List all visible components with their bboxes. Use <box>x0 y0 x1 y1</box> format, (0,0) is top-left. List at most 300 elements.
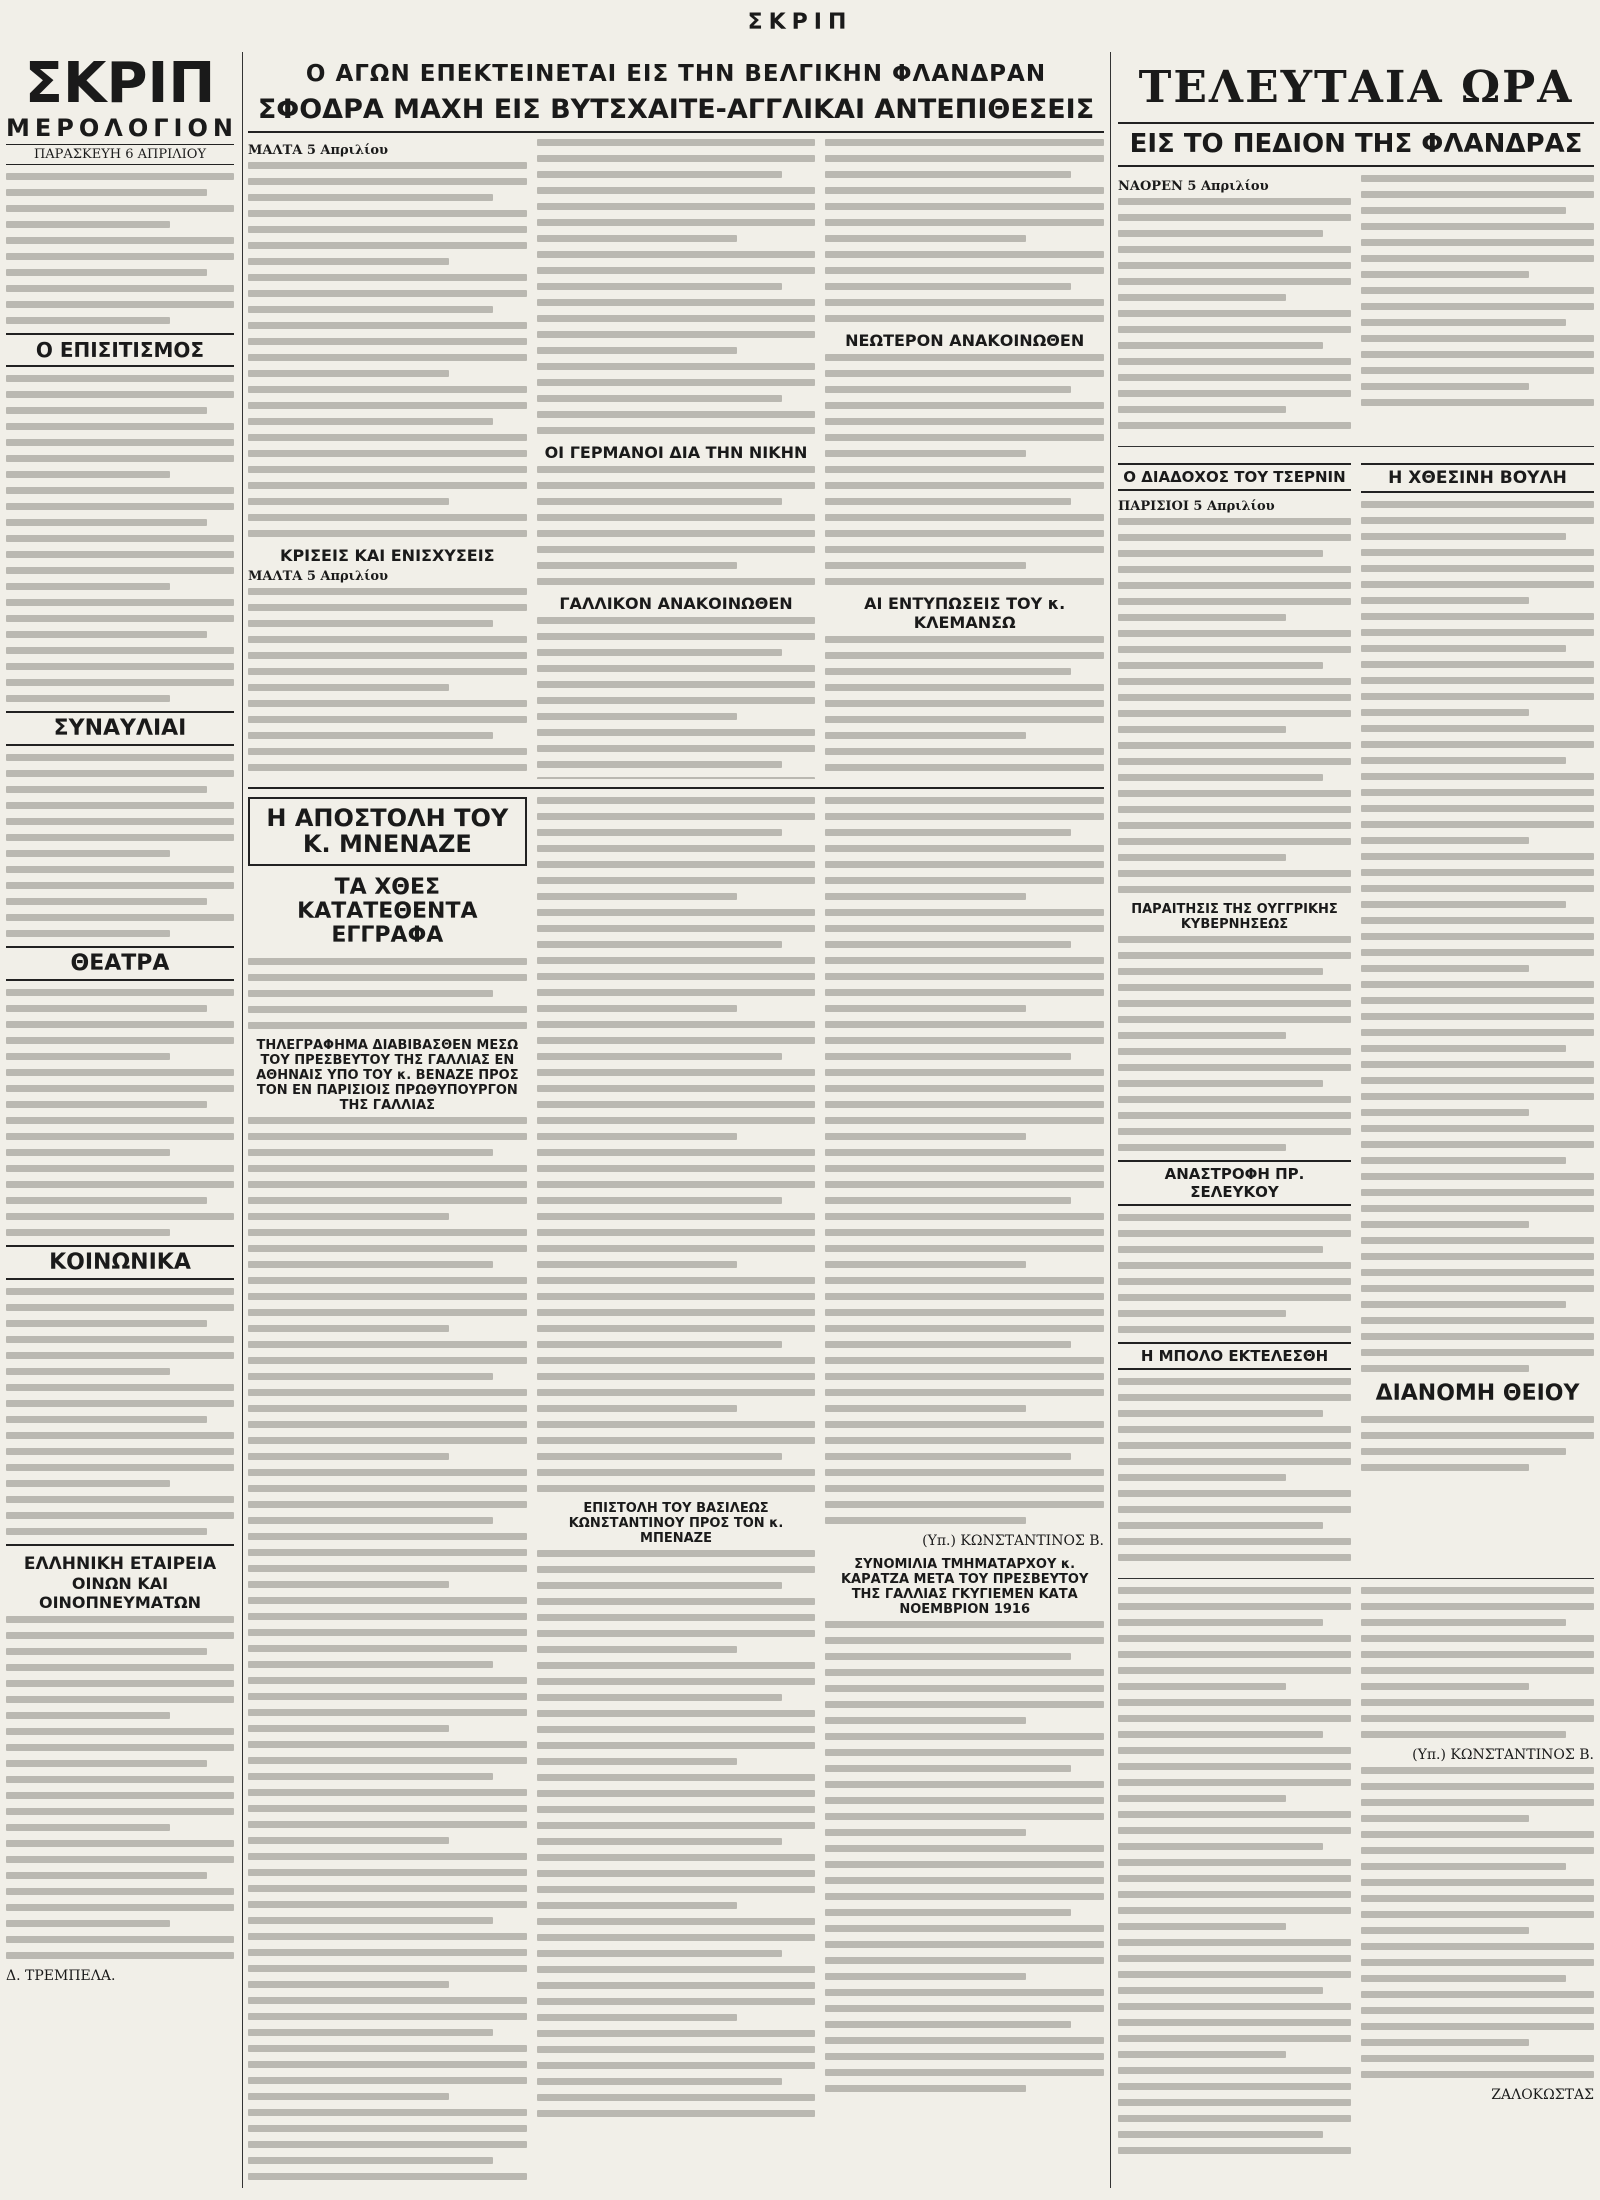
text-line <box>537 530 816 537</box>
text-line <box>1361 1651 1594 1658</box>
text-line <box>537 893 738 900</box>
text-line <box>1118 774 1323 781</box>
text-line <box>1361 1715 1594 1722</box>
text-line <box>1118 1310 1286 1317</box>
text-line <box>1118 678 1351 685</box>
text-line <box>537 251 816 258</box>
text-line <box>1118 2083 1351 2090</box>
text-line <box>1118 1262 1351 1269</box>
signature: (Υπ.) ΚΩΝΣΤΑΝΤΙΝΟΣ Β. <box>922 1532 1105 1549</box>
text-line <box>825 797 1104 804</box>
text-line <box>248 370 449 377</box>
text-line <box>825 652 1104 659</box>
text-line <box>537 1213 816 1220</box>
text-line <box>1118 1891 1351 1898</box>
text-line <box>537 1758 738 1765</box>
text-line <box>248 748 527 755</box>
text-line <box>1361 773 1594 780</box>
text-line <box>537 713 738 720</box>
text-line <box>248 1341 527 1348</box>
text-line <box>825 219 1104 226</box>
text-line <box>1118 198 1351 205</box>
text-line <box>825 1437 1104 1444</box>
text-line <box>1118 326 1351 333</box>
text-line <box>1118 550 1323 557</box>
text-line <box>825 1325 1104 1332</box>
text-line <box>825 434 1104 441</box>
text-line <box>1361 1045 1566 1052</box>
text-line <box>6 1101 207 1108</box>
text-line <box>248 1517 493 1524</box>
text-line <box>248 1901 527 1908</box>
text-line <box>6 503 234 510</box>
text-line <box>1118 214 1351 221</box>
text-line <box>6 173 234 180</box>
text-line <box>6 1952 234 1959</box>
text-line <box>825 813 1104 820</box>
text-line <box>6 455 234 462</box>
text-line <box>1118 1747 1351 1754</box>
text-line <box>537 363 816 370</box>
text-line <box>825 1653 1070 1660</box>
text-line <box>1118 2051 1286 2058</box>
section-title: Η ΜΠΟΛΟ ΕΚΤΕΛΕΣΘΗ <box>1118 1342 1351 1370</box>
text-line <box>6 1464 234 1471</box>
text-line <box>1118 2115 1351 2122</box>
text-line <box>6 253 234 260</box>
text-line <box>537 1453 782 1460</box>
text-line <box>537 2078 782 2085</box>
text-line <box>248 1789 527 1796</box>
text-line <box>1118 952 1351 959</box>
text-line <box>1361 2039 1529 2046</box>
text-line <box>248 1277 527 1284</box>
text-line <box>6 1181 234 1188</box>
text-line <box>1118 1827 1351 1834</box>
text-line <box>825 1637 1104 1644</box>
text-line <box>1361 917 1594 924</box>
text-line <box>6 834 234 841</box>
text-line <box>1361 533 1566 540</box>
text-line <box>1361 741 1594 748</box>
text-line <box>6 189 207 196</box>
text-line <box>6 285 234 292</box>
story-column <box>1361 1587 1594 2163</box>
text-line <box>825 1037 1104 1044</box>
text-line <box>6 1744 234 1751</box>
text-line <box>1118 1731 1323 1738</box>
text-line <box>537 1405 738 1412</box>
text-line <box>825 530 1104 537</box>
story-column <box>537 139 816 779</box>
text-line <box>248 636 527 643</box>
text-line <box>537 219 816 226</box>
text-line <box>1118 230 1323 237</box>
text-line <box>248 1677 527 1684</box>
section-title: Η ΧΘΕΣΙΝΗ ΒΟΥΛΗ <box>1361 463 1594 493</box>
text-line <box>6 487 234 494</box>
synaulia-text <box>6 754 234 937</box>
text-line <box>537 989 816 996</box>
dateline: ΜΑΛΤΑ 5 Απριλίου <box>248 568 389 584</box>
text-line <box>825 732 1026 739</box>
text-line <box>1118 1144 1286 1151</box>
text-line <box>825 1813 1104 1820</box>
skrip-logo: ΣΚΡΙΠ <box>24 51 216 116</box>
text-line <box>248 1549 527 1556</box>
text-line <box>537 482 816 489</box>
text-line <box>537 845 816 852</box>
text-line <box>6 1448 234 1455</box>
text-line <box>248 588 527 595</box>
text-line <box>537 1950 782 1957</box>
text-line <box>1361 1847 1594 1854</box>
text-line <box>248 434 527 441</box>
text-line <box>248 1309 527 1316</box>
episitismos-text <box>6 375 234 702</box>
story-subhead: ΚΡΙΣΕΙΣ ΚΑΙ ΕΝΙΣΧΥΣΕΙΣ <box>280 545 495 565</box>
text-line <box>248 1869 527 1876</box>
text-line <box>1361 1731 1566 1738</box>
text-line <box>6 301 234 308</box>
text-line <box>248 242 527 249</box>
right-mid-stories <box>1118 455 1594 1570</box>
text-line <box>6 1528 207 1535</box>
text-line <box>825 2085 1026 2092</box>
text-line <box>825 1293 1104 1300</box>
text-line <box>6 1920 170 1927</box>
text-line <box>825 1781 1104 1788</box>
text-line <box>1118 374 1351 381</box>
text-line <box>1118 566 1351 573</box>
text-line <box>537 155 816 162</box>
text-line <box>537 1566 816 1573</box>
text-line <box>248 732 493 739</box>
text-line <box>1361 2007 1594 2014</box>
text-line <box>825 989 1104 996</box>
text-line <box>1118 1230 1351 1237</box>
text-line <box>6 754 234 761</box>
text-line <box>6 1808 234 1815</box>
text-line <box>6 1904 234 1911</box>
text-line <box>248 1293 527 1300</box>
text-line <box>1361 1464 1529 1471</box>
text-line <box>1361 853 1594 860</box>
text-line <box>6 237 234 244</box>
text-line <box>825 1621 1104 1628</box>
text-line <box>6 1512 234 1519</box>
text-line <box>6 818 234 825</box>
text-line <box>248 1501 527 1508</box>
text-line <box>825 1277 1104 1284</box>
text-line <box>248 1629 527 1636</box>
text-line <box>248 1773 493 1780</box>
text-line <box>1361 661 1594 668</box>
text-line <box>248 958 527 965</box>
text-line <box>6 1368 170 1375</box>
date-bar: ΠΑΡΑΣΚΕΥΗ 6 ΑΠΡΙΛΙΟΥ <box>6 144 234 165</box>
text-line <box>537 1742 816 1749</box>
text-line <box>825 1181 1104 1188</box>
text-line <box>1361 1173 1594 1180</box>
text-line <box>537 1582 782 1589</box>
text-line <box>537 171 782 178</box>
text-line <box>1118 1048 1351 1055</box>
text-line <box>6 269 207 276</box>
text-line <box>248 1469 527 1476</box>
story-subhead: ΣΥΝΟΜΙΛΙΑ ΤΜΗΜΑΤΑΡΧΟΥ κ. ΚΑΡΑΤΖΑ ΜΕΤΑ ΤΟΥ ΠΡΕΣΒΕΥΤΟΥ ΤΗΣ ΓΑΛΛΙΑΣ ΓΚΥΓΙΕΜΕΝ ΚΑΤΑ ΝΟΕΜΒΡΙΟΝ 1916 <box>840 1556 1089 1617</box>
text-line <box>537 139 816 146</box>
text-line <box>1361 613 1594 620</box>
text-line <box>6 1496 234 1503</box>
text-line <box>1361 1029 1594 1036</box>
text-line <box>537 665 816 672</box>
text-line <box>1118 2035 1351 2042</box>
text-line <box>6 1229 170 1236</box>
signature: (Υπ.) ΚΩΝΣΤΑΝΤΙΝΟΣ Β. <box>1412 1746 1594 1763</box>
text-line <box>1118 1554 1351 1561</box>
text-line <box>1361 501 1594 508</box>
text-line <box>537 299 816 306</box>
text-line <box>1118 790 1351 797</box>
text-line <box>537 1165 816 1172</box>
text-line <box>537 235 738 242</box>
text-line <box>1118 1763 1351 1770</box>
text-line <box>825 386 1070 393</box>
text-line <box>825 1133 1026 1140</box>
text-line <box>825 370 1104 377</box>
text-line <box>1361 1927 1529 1934</box>
text-line <box>1118 822 1351 829</box>
story-column <box>825 797 1104 2188</box>
text-line <box>1361 2055 1594 2062</box>
calendar-block <box>6 173 234 324</box>
text-line <box>1118 1278 1351 1285</box>
text-line <box>825 845 1104 852</box>
text-line <box>537 1726 816 1733</box>
text-line <box>248 418 493 425</box>
text-line <box>1361 399 1594 406</box>
text-line <box>6 551 234 558</box>
text-line <box>6 1840 234 1847</box>
subheadline: ΕΙΣ ΤΟ ΠΕΔΙΟΝ ΤΗΣ ΦΛΑΝΔΡΑΣ <box>1118 122 1594 167</box>
text-line <box>248 1933 527 1940</box>
text-line <box>537 267 816 274</box>
text-line <box>248 2093 449 2100</box>
text-line <box>1118 342 1323 349</box>
koinonika-text <box>6 1288 234 1535</box>
dateline: ΜΑΛΤΑ 5 Απριλίου <box>248 142 389 158</box>
text-line <box>1118 758 1351 765</box>
text-line <box>1118 1683 1286 1690</box>
text-line <box>537 1069 816 1076</box>
text-line <box>1361 223 1594 230</box>
text-line <box>6 471 170 478</box>
text-line <box>248 652 527 659</box>
text-line <box>248 1165 527 1172</box>
text-line <box>248 1245 527 1252</box>
text-line <box>1118 1506 1351 1513</box>
text-line <box>825 1765 1070 1772</box>
text-line <box>1361 335 1594 342</box>
text-line <box>537 1389 816 1396</box>
text-line <box>1361 1975 1566 1982</box>
text-line <box>1118 1394 1351 1401</box>
text-line <box>248 1485 527 1492</box>
text-line <box>537 411 816 418</box>
text-line <box>248 1421 527 1428</box>
text-line <box>1361 303 1594 310</box>
text-line <box>6 317 170 324</box>
text-line <box>248 990 493 997</box>
text-line <box>1118 262 1351 269</box>
text-line <box>1361 565 1594 572</box>
text-line <box>6 1696 234 1703</box>
text-line <box>537 1037 816 1044</box>
text-line <box>1118 246 1351 253</box>
text-line <box>1361 789 1594 796</box>
text-line <box>825 1893 1104 1900</box>
text-line <box>825 1069 1104 1076</box>
text-line <box>248 402 527 409</box>
text-line <box>537 1902 738 1909</box>
text-line <box>6 882 234 889</box>
text-line <box>6 1021 234 1028</box>
text-line <box>248 1133 527 1140</box>
text-line <box>537 1293 816 1300</box>
text-line <box>248 1885 527 1892</box>
story-column <box>825 139 1104 779</box>
story-column <box>537 797 816 2188</box>
story-column <box>248 797 527 2188</box>
text-line <box>537 2046 816 2053</box>
text-line <box>537 1005 738 1012</box>
text-line <box>248 1965 527 1972</box>
text-line <box>825 1701 1104 1708</box>
merologion-title: ΜΕΡΟΛΟΓΙΟΝ <box>6 114 238 142</box>
text-line <box>825 402 1104 409</box>
text-line <box>1361 821 1594 828</box>
text-line <box>537 1085 816 1092</box>
text-line <box>248 1006 527 1013</box>
text-line <box>825 1005 1026 1012</box>
text-line <box>1361 1061 1594 1068</box>
text-line <box>825 1117 1104 1124</box>
text-line <box>248 1613 527 1620</box>
text-line <box>1361 1221 1529 1228</box>
text-line <box>248 1581 449 1588</box>
text-line <box>537 973 816 980</box>
text-line <box>6 1792 234 1799</box>
text-line <box>537 729 816 736</box>
text-line <box>825 251 1104 258</box>
text-line <box>825 909 1104 916</box>
text-line <box>6 1320 207 1327</box>
left-column <box>0 50 240 2188</box>
text-line <box>825 171 1070 178</box>
text-line <box>825 2037 1104 2044</box>
text-line <box>1361 1141 1594 1148</box>
text-line <box>248 1325 449 1332</box>
text-line <box>248 258 449 265</box>
text-line <box>248 684 449 691</box>
text-line <box>537 1854 816 1861</box>
text-line <box>1118 422 1351 429</box>
text-line <box>248 1949 527 1956</box>
text-line <box>248 2029 493 2036</box>
text-line <box>825 1357 1104 1364</box>
text-line <box>537 617 816 624</box>
text-line <box>248 1149 493 1156</box>
text-line <box>537 1437 816 1444</box>
text-line <box>248 1565 527 1572</box>
text-line <box>1118 984 1351 991</box>
right-area <box>1112 50 1600 2188</box>
text-line <box>6 1760 207 1767</box>
text-line <box>1118 1667 1351 1674</box>
text-line <box>825 1829 1026 1836</box>
text-line <box>825 1341 1070 1348</box>
text-line <box>825 1469 1104 1476</box>
text-line <box>825 1229 1104 1236</box>
text-line <box>1361 1253 1594 1260</box>
text-line <box>1361 1895 1594 1902</box>
text-line <box>1361 1432 1594 1439</box>
text-line <box>6 695 170 702</box>
text-line <box>537 1886 816 1893</box>
text-line <box>1118 598 1351 605</box>
text-line <box>1118 1246 1323 1253</box>
text-line <box>248 530 527 537</box>
text-line <box>1361 869 1594 876</box>
text-line <box>1361 901 1566 908</box>
text-line <box>825 893 1026 900</box>
top-stories <box>248 139 1104 779</box>
text-line <box>537 1870 816 1877</box>
right-top-story <box>1118 175 1594 438</box>
text-line <box>825 2069 1104 2076</box>
right-bottom-story <box>1118 1587 1594 2163</box>
text-line <box>537 1469 816 1476</box>
text-line <box>248 1997 527 2004</box>
text-line <box>1361 1285 1594 1292</box>
text-line <box>537 1694 782 1701</box>
text-line <box>537 1021 816 1028</box>
text-line <box>537 1998 816 2005</box>
text-line <box>1118 1795 1286 1802</box>
text-line <box>1361 597 1529 604</box>
text-line <box>1118 1490 1351 1497</box>
text-line <box>1361 1317 1594 1324</box>
text-line <box>537 427 816 434</box>
text-line <box>537 861 816 868</box>
text-line <box>1118 710 1351 717</box>
text-line <box>6 1053 170 1060</box>
text-line <box>537 379 816 386</box>
text-line <box>825 1989 1104 1996</box>
text-line <box>1361 1863 1566 1870</box>
text-line <box>248 716 527 723</box>
text-line <box>537 957 816 964</box>
text-line <box>248 1181 527 1188</box>
text-line <box>537 1261 738 1268</box>
text-line <box>248 1725 449 1732</box>
text-line <box>537 777 816 779</box>
text-line <box>6 599 234 606</box>
text-line <box>1118 518 1351 525</box>
text-line <box>537 1550 816 1557</box>
text-line <box>1361 1077 1594 1084</box>
